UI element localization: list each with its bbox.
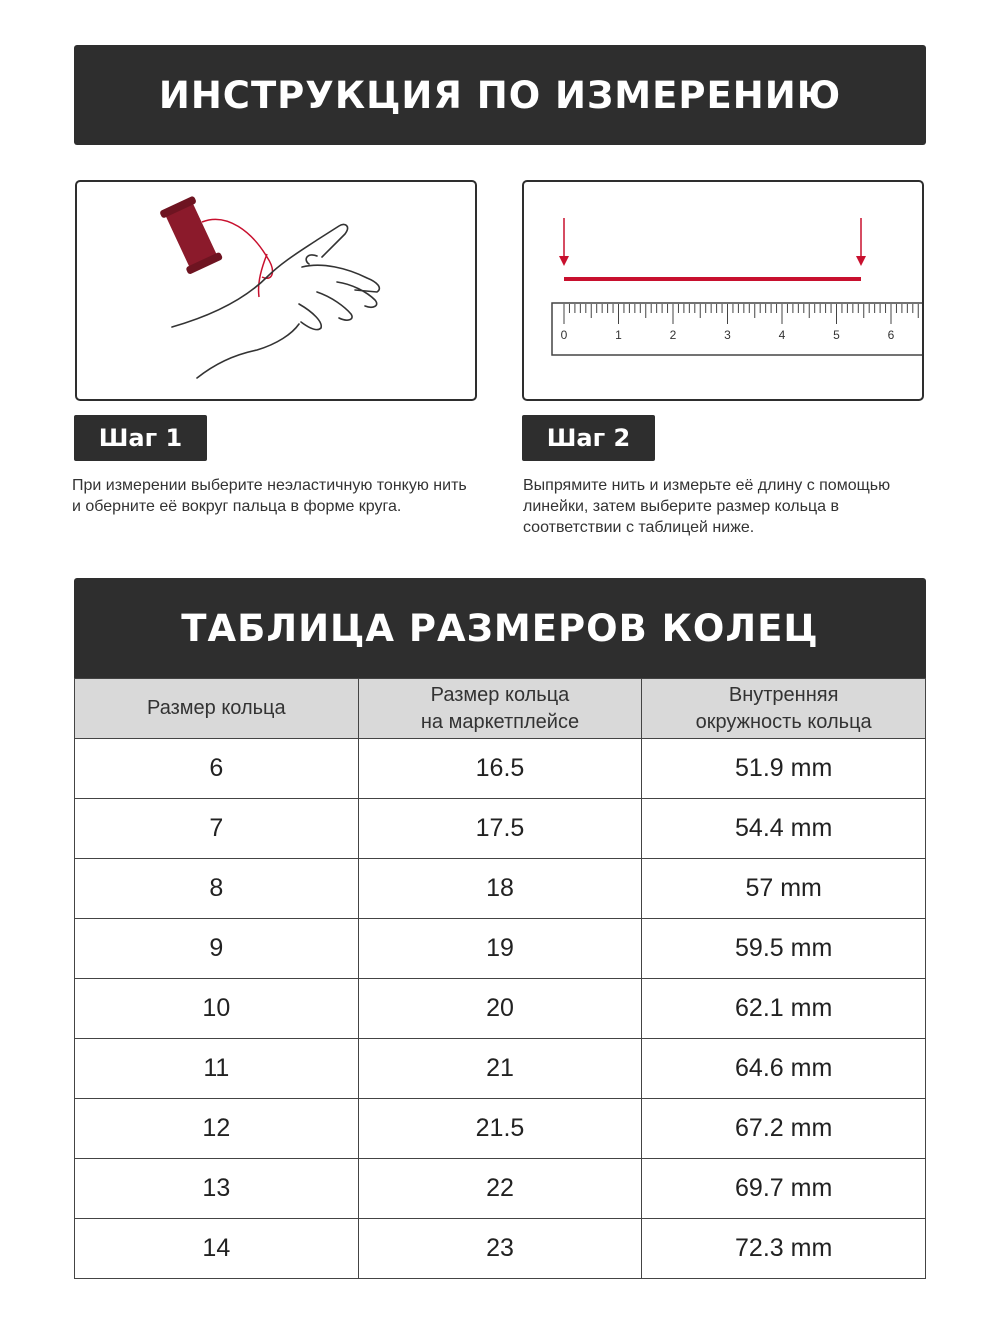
cell-inner-circumference: 59.5 mm — [642, 919, 926, 979]
ruler-number: 2 — [669, 328, 677, 342]
down-arrow-icon — [856, 218, 866, 266]
column-header-inner-circumference: Внутренняя окружность кольца — [642, 679, 926, 739]
table-row — [75, 799, 926, 859]
ruler-number: 0 — [560, 328, 568, 342]
step2-illustration — [522, 180, 924, 401]
cell-marketplace-size: 21 — [358, 1039, 642, 1099]
cell-ring-size: 11 — [75, 1039, 359, 1099]
step2-description: Выпрямите нить и измерьте её длину с помощью линейки, затем выберите размер кольца в соответствии с таблицей ниже. — [523, 477, 891, 536]
cell-ring-size: 10 — [75, 979, 359, 1039]
size-table-title: ТАБЛИЦА РАЗМЕРОВ КОЛЕЦ — [74, 578, 926, 678]
cell-marketplace-size: 18 — [358, 859, 642, 919]
cell-inner-circumference: 72.3 mm — [642, 1219, 926, 1279]
cell-ring-size: 9 — [75, 919, 359, 979]
ruler-number: 4 — [778, 328, 786, 342]
cell-ring-size: 8 — [75, 859, 359, 919]
cell-inner-circumference: 54.4 mm — [642, 799, 926, 859]
ruler-number: 6 — [887, 328, 895, 342]
table-row — [75, 979, 926, 1039]
cell-marketplace-size: 23 — [358, 1219, 642, 1279]
table-row — [75, 859, 926, 919]
table-row — [75, 1099, 926, 1159]
table-row — [75, 1039, 926, 1099]
cell-inner-circumference: 67.2 mm — [642, 1099, 926, 1159]
cell-ring-size: 7 — [75, 799, 359, 859]
column-header-marketplace-size: Размер кольца на маркетплейсе — [358, 679, 642, 739]
cell-ring-size: 6 — [75, 739, 359, 799]
cell-ring-size: 12 — [75, 1099, 359, 1159]
ruler-number: 5 — [833, 328, 840, 342]
table-row — [75, 1159, 926, 1219]
cell-marketplace-size: 22 — [358, 1159, 642, 1219]
table-row — [75, 919, 926, 979]
table-row — [75, 739, 926, 799]
cell-inner-circumference: 62.1 mm — [642, 979, 926, 1039]
step1-badge: Шаг 1 — [74, 415, 207, 461]
ring-size-table — [74, 678, 926, 1279]
cell-inner-circumference: 57 mm — [642, 859, 926, 919]
instruction-title: ИНСТРУКЦИЯ ПО ИЗМЕРЕНИЮ — [74, 45, 926, 145]
hand-thread-icon — [77, 182, 475, 399]
cell-marketplace-size: 21.5 — [358, 1099, 642, 1159]
cell-ring-size: 13 — [75, 1159, 359, 1219]
column-header-ring-size: Размер кольца — [75, 679, 359, 739]
cell-inner-circumference: 64.6 mm — [642, 1039, 926, 1099]
table-row — [75, 1219, 926, 1279]
cell-marketplace-size: 20 — [358, 979, 642, 1039]
down-arrow-icon — [559, 218, 569, 266]
cell-inner-circumference: 69.7 mm — [642, 1159, 926, 1219]
step1-illustration — [75, 180, 477, 401]
step2-badge: Шаг 2 — [522, 415, 655, 461]
cell-marketplace-size: 17.5 — [358, 799, 642, 859]
table-header-row — [75, 679, 926, 739]
ruler-number: 3 — [724, 328, 731, 342]
cell-marketplace-size: 19 — [358, 919, 642, 979]
step1-description: При измерении выберите неэластичную тонкую нить и оберните её вокруг пальца в форме круга. — [72, 477, 467, 515]
cell-ring-size: 14 — [75, 1219, 359, 1279]
cell-inner-circumference: 51.9 mm — [642, 739, 926, 799]
ruler-number: 1 — [615, 328, 622, 342]
cell-marketplace-size: 16.5 — [358, 739, 642, 799]
